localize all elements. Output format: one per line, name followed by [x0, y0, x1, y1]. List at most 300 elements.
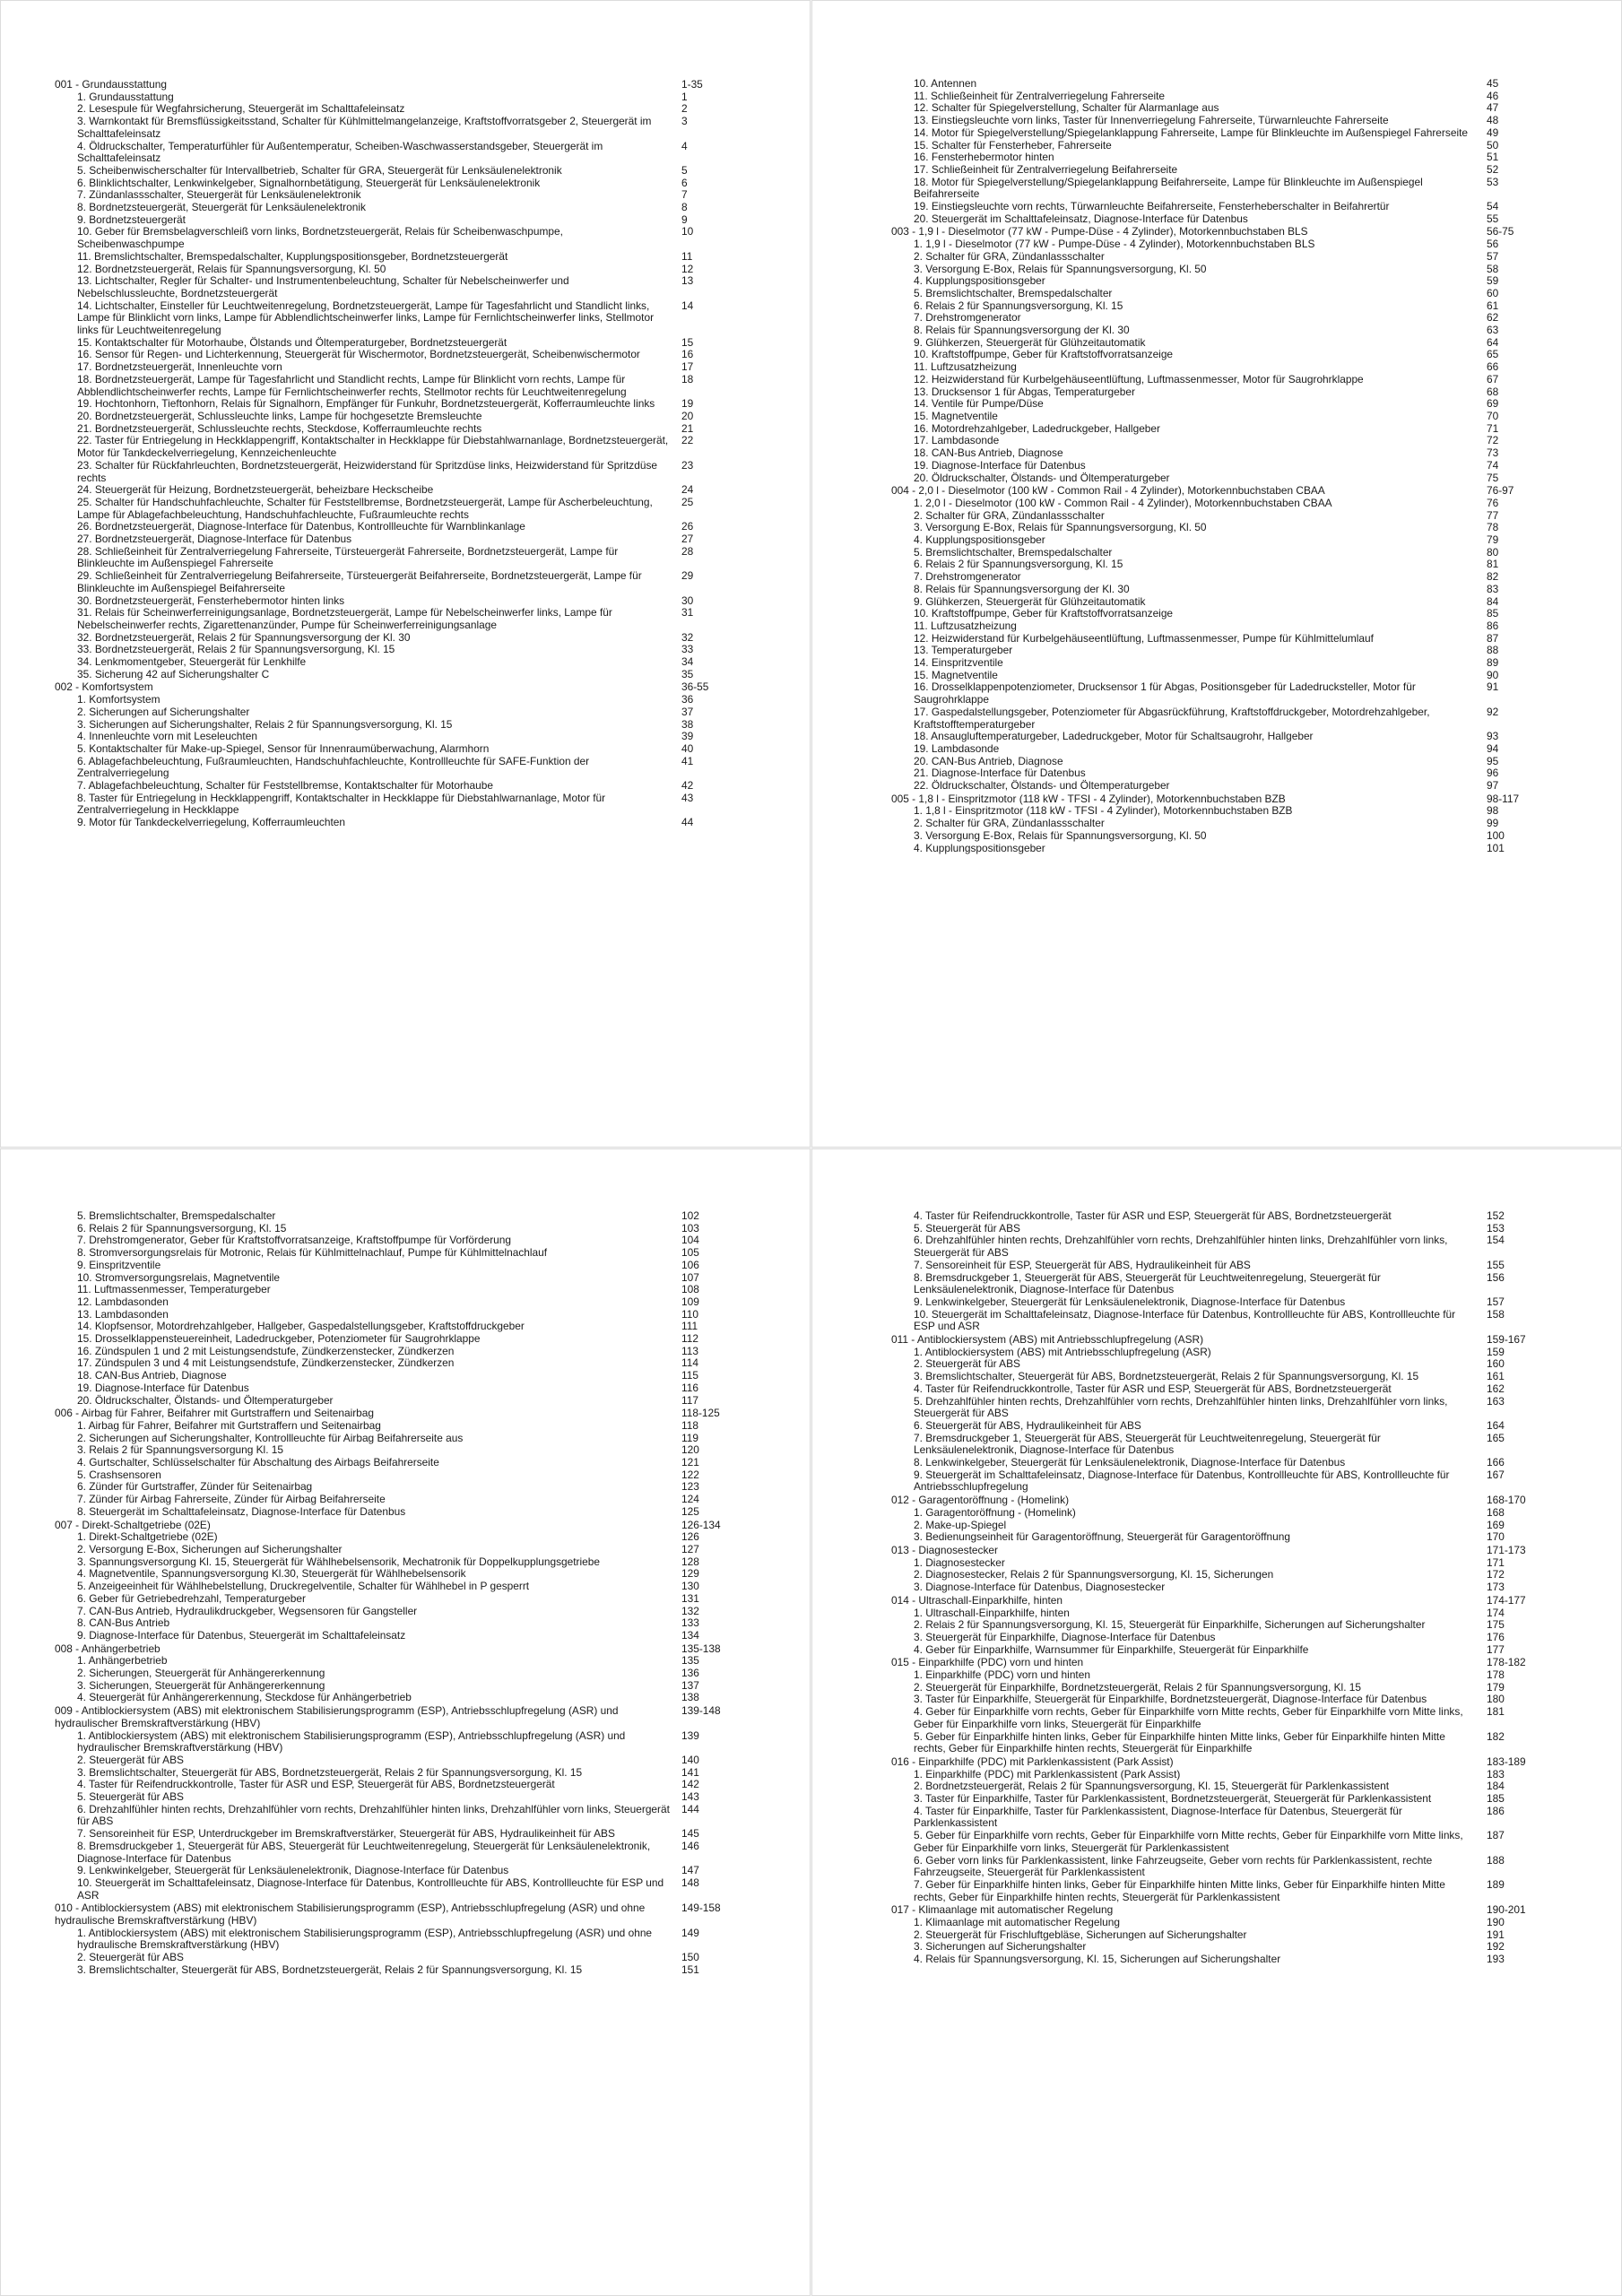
toc-page-number: 52 [1487, 162, 1499, 176]
toc-entry-row[interactable] [891, 201, 1546, 213]
toc-entry-title: 1. Garagentoröffnung - (Homelink) [914, 1505, 1076, 1519]
toc-entry-row[interactable] [55, 1877, 741, 1902]
toc-entry-row[interactable] [55, 1210, 741, 1223]
toc-entry-title: 004 - 2,0 l - Dieselmotor (100 kW - Common Rail - 4 Zylinder), Motorkennbuchstaben CBAA [891, 484, 1325, 498]
toc-entry-row[interactable] [891, 571, 1546, 584]
toc-entry-row[interactable] [891, 140, 1546, 152]
toc-entry-row[interactable] [55, 817, 741, 829]
toc-entry-row[interactable] [55, 1791, 741, 1804]
toc-section-row[interactable] [55, 1705, 741, 1729]
toc-entry-title: 10. Geber für Bremsbelagverschleiß vorn links, Bordnetzsteuergerät, Relais für Scheibenwaschpumpe, Scheibenwaschpumpe [77, 225, 563, 251]
toc-entry-row[interactable] [891, 645, 1546, 657]
toc-entry-row[interactable] [891, 1396, 1546, 1420]
toc-entry-row[interactable] [55, 484, 741, 497]
toc-page-number: 193 [1487, 1953, 1505, 1966]
toc-entry-row[interactable] [55, 1506, 741, 1519]
toc-entry-row[interactable] [891, 1433, 1546, 1457]
toc-section-row[interactable] [891, 1657, 1546, 1669]
toc-entry-row[interactable] [55, 656, 741, 669]
toc-section-row[interactable] [55, 681, 741, 694]
toc-page-number: 168 [1487, 1505, 1505, 1519]
toc-entry-row[interactable] [891, 1235, 1546, 1259]
toc-entry-row[interactable] [55, 1779, 741, 1791]
toc-entry-title: 9. Bordnetzsteuergerät [77, 212, 186, 226]
toc-page-number: 144 [681, 1802, 699, 1815]
toc-entry-title: 8. Relais für Spannungsversorgung der Kl. 30 [914, 582, 1130, 595]
toc-entry-row[interactable] [891, 681, 1546, 706]
toc-entry-row[interactable] [55, 1928, 741, 1952]
toc-entry-row[interactable] [891, 1296, 1546, 1309]
toc-page-number: 2 [681, 102, 688, 116]
toc-page-number: 36 [681, 693, 694, 706]
toc-page-number: 93 [1487, 730, 1499, 743]
toc-page-number: 98-117 [1487, 792, 1520, 805]
toc-entry-row[interactable] [55, 1333, 741, 1346]
toc-entry-row[interactable] [891, 177, 1546, 201]
toc-entry-title: 5. Bremslichtschalter, Bremspedalschalter [77, 1209, 276, 1222]
toc-entry-title: 6. Drehzahlfühler hinten rechts, Drehzahlfühler vorn rechts, Drehzahlfühler hinten links, Drehzahlfühler vorn links, Steuergerät für ABS [77, 1802, 670, 1828]
toc-entry-row[interactable] [891, 1358, 1546, 1371]
toc-entry-row[interactable] [891, 1917, 1546, 1929]
toc-entry-row[interactable] [55, 423, 741, 436]
toc-entry-row[interactable] [891, 312, 1546, 325]
toc-entry-row[interactable] [891, 115, 1546, 127]
toc-page-number: 38 [681, 717, 694, 731]
toc-entry-row[interactable] [891, 361, 1546, 374]
toc-entry-title: 3. Warnkontakt für Bremsflüssigkeitsstand, Schalter für Kühlmittelmangelanzeige, Kraftstoffvorratsgeber 2, Steuergerät im Schalttafeleinsatz [77, 115, 652, 140]
toc-entry-row[interactable] [891, 435, 1546, 447]
toc-page-number: 192 [1487, 1940, 1505, 1954]
toc-entry-row[interactable] [55, 361, 741, 374]
toc-entry-row[interactable] [55, 1420, 741, 1433]
toc-entry-row[interactable] [891, 1581, 1546, 1594]
toc-entry-title: 14. Motor für Spiegelverstellung/Spiegelanklappung Fahrerseite, Lampe für Blinkleuchte im Außenspiegel Fahrerseite [914, 126, 1468, 139]
toc-entry-row[interactable] [55, 570, 741, 594]
toc-entry-row[interactable] [55, 435, 741, 459]
toc-entry-row[interactable] [891, 349, 1546, 361]
toc-section-row[interactable] [891, 1495, 1546, 1507]
toc-entry-row[interactable] [891, 756, 1546, 768]
toc-entry-row[interactable] [55, 1272, 741, 1285]
toc-entry-row[interactable] [55, 1457, 741, 1469]
toc-entry-row[interactable] [55, 91, 741, 104]
toc-entry-title: 4. Kupplungspositionsgeber [914, 274, 1045, 288]
toc-entry-row[interactable] [55, 632, 741, 645]
toc-entry-row[interactable] [891, 498, 1546, 510]
toc-entry-row[interactable] [891, 91, 1546, 103]
toc-entry-row[interactable] [55, 1865, 741, 1877]
toc-entry-row[interactable] [891, 1780, 1546, 1793]
toc-page-number: 165 [1487, 1431, 1505, 1444]
toc-entry-row[interactable] [55, 1433, 741, 1445]
toc-entry-row[interactable] [55, 1952, 741, 1964]
toc-page-number: 17 [681, 360, 694, 374]
toc-entry-row[interactable] [55, 1481, 741, 1494]
toc-entry-row[interactable] [55, 1767, 741, 1780]
toc-entry-row[interactable] [55, 1382, 741, 1395]
toc-page-number: 106 [681, 1258, 699, 1271]
toc-entry-row[interactable] [55, 1544, 741, 1556]
toc-page-number: 135-138 [681, 1642, 721, 1655]
toc-page-number: 92 [1487, 705, 1499, 718]
toc-entry-row[interactable] [891, 1223, 1546, 1235]
toc-entry-title: 6. Relais 2 für Spannungsversorgung, Kl. 15 [914, 558, 1123, 571]
toc-section-row[interactable] [891, 1334, 1546, 1347]
toc-entry-title: 10. Kraftstoffpumpe, Geber für Kraftstoffvorratsanzeige [914, 348, 1174, 361]
toc-entry-title: 21. Bordnetzsteuergerät, Schlussleuchte rechts, Steckdose, Kofferraumleuchte rechts [77, 421, 482, 435]
toc-entry-row[interactable] [55, 1223, 741, 1235]
toc-entry-title: 11. Luftzusatzheizung [914, 619, 1017, 632]
toc-section-row[interactable] [891, 793, 1546, 806]
toc-entry-row[interactable] [55, 411, 741, 423]
toc-entry-row[interactable] [55, 706, 741, 719]
toc-entry-row[interactable] [55, 521, 741, 533]
toc-entry-row[interactable] [55, 1828, 741, 1841]
toc-page-number: 184 [1487, 1780, 1505, 1793]
toc-entry-row[interactable] [55, 1617, 741, 1630]
toc-entry-title: 19. Einstiegsleuchte vorn rechts, Türwarnleuchte Beifahrerseite, Fensterheberschalter in Beifahrertür [914, 200, 1390, 213]
toc-entry-row[interactable] [55, 1655, 741, 1668]
toc-entry-row[interactable] [55, 1284, 741, 1296]
toc-entry-row[interactable] [55, 300, 741, 337]
toc-entry-title: 5. Steuergerät für ABS [914, 1221, 1020, 1235]
toc-section-row[interactable] [55, 79, 741, 91]
toc-entry-row[interactable] [891, 325, 1546, 337]
toc-entry-title: 18. Ansaugluftemperaturgeber, Ladedruckgeber, Motor für Schaltsaugrohr, Hallgeber [914, 730, 1314, 743]
toc-entry-row[interactable] [55, 743, 741, 756]
toc-entry-title: 3. Sicherungen, Steuergerät für Anhängererkennung [77, 1678, 325, 1692]
toc-entry-title: 007 - Direkt-Schaltgetriebe (02E) [55, 1518, 211, 1531]
toc-entry-row[interactable] [55, 337, 741, 350]
toc-section-row[interactable] [891, 485, 1546, 498]
toc-entry-title: 3. Versorgung E-Box, Relais für Spannungsversorgung, Kl. 50 [914, 521, 1207, 534]
toc-entry-row[interactable] [891, 127, 1546, 140]
toc-page-number: 120 [681, 1443, 699, 1457]
toc-entry-row[interactable] [55, 1260, 741, 1272]
toc-entry-row[interactable] [891, 337, 1546, 350]
toc-entry-row[interactable] [55, 1568, 741, 1581]
toc-entry-row[interactable] [891, 1347, 1546, 1359]
toc-entry-row[interactable] [891, 1420, 1546, 1433]
toc-entry-title: 2. Bordnetzsteuergerät, Relais 2 für Spannungsversorgung, Kl. 15, Steuergerät für Parklenkassistent [914, 1780, 1390, 1793]
toc-entry-row[interactable] [891, 1731, 1546, 1755]
toc-entry-row[interactable] [891, 1520, 1546, 1532]
toc-entry-row[interactable] [891, 1632, 1546, 1644]
toc-entry-row[interactable] [55, 226, 741, 250]
toc-section-row[interactable] [55, 1408, 741, 1420]
toc-entry-row[interactable] [891, 805, 1546, 818]
toc-entry-row[interactable] [891, 767, 1546, 780]
toc-entry-row[interactable] [891, 657, 1546, 670]
toc-entry-row[interactable] [891, 1644, 1546, 1657]
toc-entry-title: 14. Lichtschalter, Einsteller für Leuchtweitenregelung, Bordnetzsteuergerät, Lampe für Tagesfahrlicht und Standlicht links, Lampe für Blinklicht vorn links, Lampe für Abblendlichtscheinwerfer links, Lampe für Fernlichtscheinwerfer links, Stellmotor links für Leuchtweitenregelung [77, 299, 655, 337]
toc-entry-row[interactable] [891, 1507, 1546, 1520]
toc-entry-row[interactable] [55, 533, 741, 546]
toc-entry-row[interactable] [55, 1346, 741, 1358]
toc-entry-row[interactable] [55, 460, 741, 484]
toc-entry-row[interactable] [891, 1706, 1546, 1730]
page-4 [811, 1148, 1622, 2296]
toc-entry-title: 4. Gurtschalter, Schlüsselschalter für Abschaltung des Airbags Beifahrerseite [77, 1456, 439, 1469]
toc-entry-title: 31. Relais für Scheinwerferreinigungsanlage, Bordnetzsteuergerät, Lampe für Nebelscheinwerfer links, Lampe für Nebelscheinwerfer rechts, Zigarettenanzünder, Pumpe für Scheinwerferreinigungsanlage [77, 606, 612, 631]
toc-section-row[interactable] [891, 1756, 1546, 1769]
toc-entry-row[interactable] [55, 1494, 741, 1506]
toc-entry-row[interactable] [891, 1260, 1546, 1272]
toc-entry-row[interactable] [55, 1841, 741, 1865]
toc-entry-row[interactable] [55, 1754, 741, 1767]
toc-entry-row[interactable] [891, 164, 1546, 177]
toc-entry-title: 1. Antiblockiersystem (ABS) mit elektronischem Stabilisierungsprogramm (ESP), Antriebsschlupfregelung (ASR) und ohne hydraulische Bremskraftverstärkung (HBV) [77, 1926, 653, 1952]
toc-entry-row[interactable] [891, 608, 1546, 620]
toc-entry-row[interactable] [891, 584, 1546, 596]
toc-entry-row[interactable] [55, 1235, 741, 1247]
toc-entry-row[interactable] [891, 288, 1546, 300]
toc-entry-row[interactable] [55, 251, 741, 264]
toc-entry-row[interactable] [55, 1804, 741, 1828]
toc-entry-row[interactable] [55, 1668, 741, 1680]
toc-entry-row[interactable] [891, 386, 1546, 399]
toc-entry-title: 8. Relais für Spannungsversorgung der Kl. 30 [914, 324, 1130, 337]
toc-entry-title: 005 - 1,8 l - Einspritzmotor (118 kW - TFSI - 4 Zylinder), Motorkennbuchstaben BZB [891, 792, 1286, 805]
toc-entry-row[interactable] [891, 706, 1546, 731]
toc-entry-row[interactable] [891, 1694, 1546, 1706]
toc-entry-row[interactable] [891, 1210, 1546, 1223]
toc-entry-row[interactable] [891, 1830, 1546, 1854]
toc-entry-row[interactable] [55, 1606, 741, 1618]
toc-entry-row[interactable] [891, 1619, 1546, 1632]
toc-entry-row[interactable] [55, 1593, 741, 1606]
toc-entry-row[interactable] [891, 1371, 1546, 1383]
toc-entry-title: 2. Steuergerät für Frischluftgebläse, Sicherungen auf Sicherungshalter [914, 1928, 1247, 1941]
toc-entry-row[interactable] [891, 1793, 1546, 1806]
toc-entry-row[interactable] [55, 607, 741, 631]
toc-entry-row[interactable] [891, 1383, 1546, 1396]
toc-entry-row[interactable] [891, 1607, 1546, 1620]
toc-entry-row[interactable] [891, 300, 1546, 313]
toc-entry-title: 1. 1,9 l - Dieselmotor (77 kW - Pumpe-Düse - 4 Zylinder), Motorkennbuchstaben BLS [914, 238, 1315, 251]
toc-entry-row[interactable] [891, 743, 1546, 756]
toc-entry-row[interactable] [891, 1941, 1546, 1954]
toc-entry-row[interactable] [891, 830, 1546, 843]
toc-entry-row[interactable] [55, 374, 741, 398]
toc-page-number: 151 [681, 1962, 699, 1976]
toc-entry-row[interactable] [891, 78, 1546, 91]
toc-entry-row[interactable] [891, 1557, 1546, 1570]
toc-entry-row[interactable] [55, 116, 741, 140]
toc-entry-row[interactable] [891, 1954, 1546, 1966]
toc-entry-row[interactable] [891, 596, 1546, 609]
toc-entry-title: 2. Sicherungen auf Sicherungshalter, Kontrollleuchte für Airbag Beifahrerseite aus [77, 1431, 464, 1444]
toc-entry-row[interactable] [55, 1357, 741, 1370]
toc-entry-title: 2. Versorgung E-Box, Sicherungen auf Sicherungshalter [77, 1542, 343, 1555]
toc-entry-row[interactable] [891, 472, 1546, 485]
toc-entry-row[interactable] [55, 214, 741, 227]
toc-entry-title: 20. Steuergerät im Schalttafeleinsatz, Diagnose-Interface für Datenbus [914, 212, 1248, 225]
toc-entry-row[interactable] [55, 202, 741, 214]
toc-page-number: 15 [681, 335, 694, 349]
toc-entry-row[interactable] [891, 547, 1546, 559]
toc-page-number: 56 [1487, 238, 1499, 251]
toc-page-number: 163 [1487, 1394, 1505, 1408]
toc-page-number: 1-35 [681, 78, 703, 91]
toc-entry-title: 6. Drehzahlfühler hinten rechts, Drehzahlfühler vorn rechts, Drehzahlfühler hinten links, Drehzahlfühler vorn links, Steuergerät für ABS [914, 1234, 1448, 1260]
toc-entry-row[interactable] [891, 1669, 1546, 1682]
toc-entry-row[interactable] [55, 103, 741, 116]
toc-entry-row[interactable] [891, 460, 1546, 472]
toc-section-row[interactable] [891, 226, 1546, 238]
toc-entry-row[interactable] [891, 374, 1546, 386]
toc-page-number: 68 [1487, 385, 1499, 398]
toc-entry-title: 9. Glühkerzen, Steuergerät für Glühzeitautomatik [914, 335, 1146, 349]
toc-entry-title: 2. Lesespule für Wegfahrsicherung, Steuergerät im Schalttafeleinsatz [77, 102, 405, 116]
toc-entry-title: 16. Zündspulen 1 und 2 mit Leistungsendstufe, Zündkerzenstecker, Zündkerzen [77, 1344, 455, 1357]
toc-entry-row[interactable] [891, 213, 1546, 226]
toc-entry-row[interactable] [891, 1682, 1546, 1694]
toc-entry-row[interactable] [55, 731, 741, 743]
toc-entry-row[interactable] [891, 1769, 1546, 1781]
toc-entry-row[interactable] [55, 793, 741, 817]
toc-entry-row[interactable] [55, 669, 741, 681]
toc-entry-row[interactable] [891, 152, 1546, 164]
toc-entry-title: 17. Lambdasonde [914, 434, 1000, 447]
toc-entry-row[interactable] [891, 275, 1546, 288]
toc-entry-row[interactable] [55, 1680, 741, 1693]
toc-entry-row[interactable] [891, 843, 1546, 855]
toc-entry-row[interactable] [891, 731, 1546, 743]
toc-entry-row[interactable] [891, 411, 1546, 423]
toc-entry-row[interactable] [891, 1272, 1546, 1296]
toc-entry-row[interactable] [891, 1879, 1546, 1903]
toc-entry-row[interactable] [891, 1457, 1546, 1469]
toc-entry-row[interactable] [891, 1309, 1546, 1333]
toc-entry-row[interactable] [55, 1692, 741, 1704]
toc-page-number: 132 [681, 1604, 699, 1617]
toc-page-number: 74 [1487, 458, 1499, 472]
toc-entry-row[interactable] [55, 1581, 741, 1593]
toc-entry-row[interactable] [55, 497, 741, 521]
toc-section-row[interactable] [55, 1520, 741, 1532]
toc-entry-row[interactable] [55, 1964, 741, 1977]
toc-page-number: 111 [681, 1320, 698, 1333]
toc-entry-row[interactable] [55, 756, 741, 780]
toc-entry-row[interactable] [891, 818, 1546, 830]
toc-entry-row[interactable] [891, 447, 1546, 460]
toc-entry-title: 010 - Antiblockiersystem (ABS) mit elektronischem Stabilisierungsprogramm (ESP), Antriebsschlupfregelung (ASR) und ohne hydraulische Bremskraftverstärkung (HBV) [55, 1902, 646, 1928]
toc-entry-row[interactable] [55, 1531, 741, 1544]
toc-entry-row[interactable] [55, 264, 741, 276]
toc-page-number: 77 [1487, 508, 1499, 522]
toc-entry-title: 18. Bordnetzsteuergerät, Lampe für Tagesfahrlicht und Standlicht rechts, Lampe für Blinklicht vorn rechts, Lampe für Abblendlichtscheinwerfer rechts, Lampe für Fernlichtscheinwerfer rechts, Stellmotor rechts für Leuchtweitenregelung [77, 372, 627, 398]
toc-entry-title: 6. Relais 2 für Spannungsversorgung, Kl. 15 [914, 299, 1123, 312]
toc-entry-row[interactable] [55, 349, 741, 361]
toc-page-number: 98 [1487, 804, 1499, 818]
toc-entry-row[interactable] [891, 264, 1546, 276]
toc-entry-row[interactable] [55, 189, 741, 202]
toc-entry-row[interactable] [891, 423, 1546, 436]
toc-entry-row[interactable] [891, 1929, 1546, 1942]
toc-page-number: 167 [1487, 1468, 1505, 1481]
toc-section-row[interactable] [55, 1643, 741, 1656]
toc-page-number: 119 [681, 1431, 698, 1444]
toc-page-number: 169 [1487, 1518, 1505, 1531]
toc-entry-title: 2. Steuergerät für ABS [77, 1753, 184, 1766]
toc-entry-row[interactable] [55, 1247, 741, 1260]
toc-entry-row[interactable] [55, 595, 741, 608]
toc-page-number: 143 [681, 1790, 699, 1804]
toc-entry-row[interactable] [891, 534, 1546, 547]
toc-entry-row[interactable] [55, 1630, 741, 1642]
toc-entry-row[interactable] [891, 633, 1546, 645]
toc-entry-row[interactable] [55, 141, 741, 165]
toc-entry-row[interactable] [891, 559, 1546, 571]
toc-entry-row[interactable] [55, 1296, 741, 1309]
toc-entry-title: 7. Sensoreinheit für ESP, Steuergerät für ABS, Hydraulikeinheit für ABS [914, 1258, 1251, 1271]
toc-entry-row[interactable] [55, 398, 741, 411]
toc-entry-row[interactable] [891, 238, 1546, 251]
toc-entry-row[interactable] [891, 1569, 1546, 1581]
toc-page-number: 40 [681, 741, 694, 755]
toc-page-number: 117 [681, 1393, 698, 1407]
toc-entry-title: 2. Schalter für GRA, Zündanlassschalter [914, 508, 1105, 522]
toc-section-row[interactable] [891, 1545, 1546, 1557]
toc-entry-row[interactable] [891, 780, 1546, 793]
toc-entry-row[interactable] [891, 398, 1546, 411]
toc-entry-title: 5. Bremslichtschalter, Bremspedalschalter [914, 286, 1113, 299]
toc-entry-row[interactable] [891, 102, 1546, 115]
toc-section-row[interactable] [891, 1595, 1546, 1607]
toc-entry-row[interactable] [891, 251, 1546, 264]
toc-entry-row[interactable] [891, 510, 1546, 523]
toc-page-number: 16 [681, 348, 694, 361]
toc-entry-row[interactable] [55, 1321, 741, 1333]
toc-entry-row[interactable] [55, 1469, 741, 1482]
toc-entry-row[interactable] [55, 178, 741, 190]
toc-entry-row[interactable] [891, 1531, 1546, 1544]
toc-entry-title: 19. Hochtonhorn, Tieftonhorn, Relais für Signalhorn, Empfänger für Funkuhr, Bordnetzsteuergerät, Kofferraumleuchte links [77, 397, 655, 411]
toc-section-row[interactable] [891, 1904, 1546, 1917]
toc-page-number: 79 [1487, 533, 1499, 547]
toc-entry-row[interactable] [55, 275, 741, 299]
toc-section-row[interactable] [55, 1902, 741, 1927]
toc-entry-row[interactable] [55, 1730, 741, 1754]
toc-entry-row[interactable] [891, 620, 1546, 633]
toc-entry-row[interactable] [55, 546, 741, 570]
toc-entry-row[interactable] [891, 1469, 1546, 1494]
toc-entry-row[interactable] [55, 1309, 741, 1321]
toc-entry-title: 3. Spannungsversorgung Kl. 15, Steuergerät für Wählhebelsensorik, Mechatronik für Doppelkupplungsgetriebe [77, 1555, 600, 1568]
toc-page-number: 174 [1487, 1606, 1505, 1619]
toc-entry-title: 17. Gaspedalstellungsgeber, Potenziometer für Abgasrückführung, Kraftstoffdruckgeber, Motordrehzahlgeber, Kraftstofftemperaturgeber [914, 705, 1430, 731]
toc-entry-row[interactable] [55, 694, 741, 706]
toc-entry-row[interactable] [55, 644, 741, 656]
toc-entry-row[interactable] [891, 522, 1546, 534]
toc-entry-row[interactable] [55, 780, 741, 793]
toc-entry-row[interactable] [55, 1556, 741, 1569]
toc-entry-row[interactable] [55, 165, 741, 178]
toc-entry-row[interactable] [55, 719, 741, 732]
toc-entry-title: 5. Bremslichtschalter, Bremspedalschalter [914, 545, 1113, 559]
toc-entry-title: 4. Innenleuchte vorn mit Leseleuchten [77, 730, 257, 743]
toc-page-number: 80 [1487, 545, 1499, 559]
toc-entry-row[interactable] [55, 1370, 741, 1382]
toc-entry-title: 1. Ultraschall-Einparkhilfe, hinten [914, 1606, 1070, 1619]
toc-entry-row[interactable] [55, 1395, 741, 1408]
toc-entry-row[interactable] [891, 1855, 1546, 1879]
toc-entry-row[interactable] [55, 1444, 741, 1457]
toc-entry-row[interactable] [891, 670, 1546, 682]
toc-page-number: 155 [1487, 1258, 1505, 1271]
toc-entry-row[interactable] [891, 1806, 1546, 1830]
